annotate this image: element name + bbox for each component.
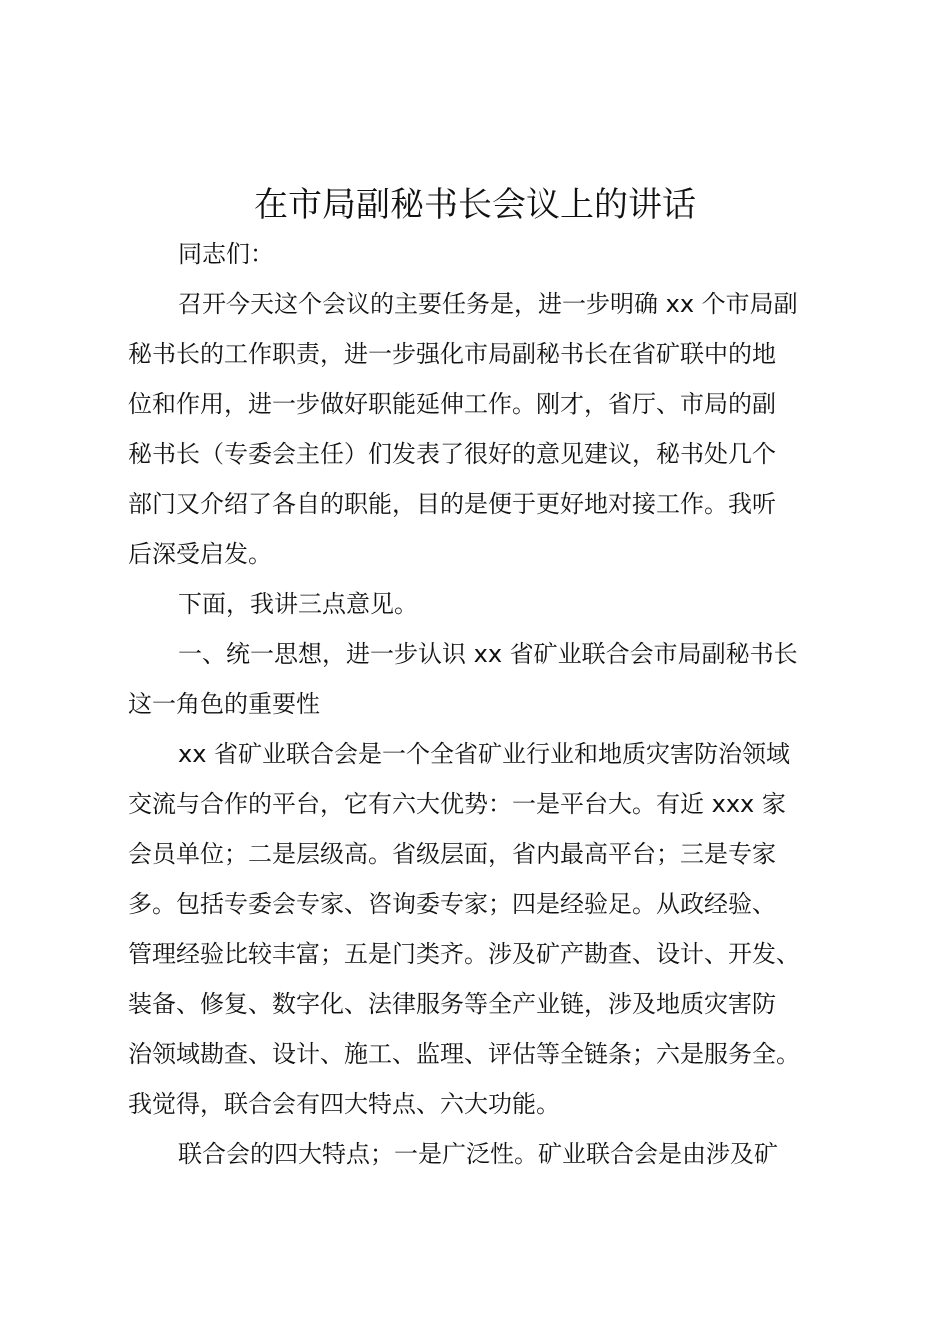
line-text: 我觉得，联合会有四大特点、六大功能。 (128, 1090, 560, 1118)
line-text: 这一角色的重要性 (128, 690, 320, 718)
line-text: 秘书长（专委会主任）们发表了很好的意见建议，秘书处几个 (128, 440, 776, 468)
line-text: xx 省矿业联合会是一个全省矿业行业和地质灾害防治领域 (178, 740, 791, 768)
line-text: 多。包括专委会专家、咨询委专家；四是经验足。从政经验、 (128, 890, 776, 918)
line-text: 联合会的四大特点；一是广泛性。矿业联合会是由涉及矿 (178, 1140, 778, 1168)
line-text: 交流与合作的平台，它有六大优势：一是平台大。有近 xxx 家 (128, 790, 786, 818)
line-text: 部门又介绍了各自的职能，目的是便于更好地对接工作。我听 (128, 490, 776, 518)
document-title: 在市局副秘书长会议上的讲话 (254, 185, 696, 225)
line-text: 后深受启发。 (128, 540, 272, 568)
line-text: 下面，我讲三点意见。 (178, 590, 418, 618)
line-text: 召开今天这个会议的主要任务是，进一步明确 xx 个市局副 (178, 290, 798, 318)
line-text: 同志们： (178, 240, 274, 268)
line-text: 治领域勘查、设计、施工、监理、评估等全链条；六是服务全。 (128, 1040, 800, 1068)
line-text: 会员单位；二是层级高。省级层面，省内最高平台；三是专家 (128, 840, 776, 868)
line-text: 管理经验比较丰富；五是门类齐。涉及矿产勘查、设计、开发、 (128, 940, 800, 968)
line-text: 装备、修复、数字化、法律服务等全产业链，涉及地质灾害防 (128, 990, 776, 1018)
line-text: 位和作用，进一步做好职能延伸工作。刚才，省厅、市局的副 (128, 390, 776, 418)
line-text: 一、统一思想，进一步认识 xx 省矿业联合会市局副秘书长 (178, 640, 798, 668)
line-text: 秘书长的工作职责，进一步强化市局副秘书长在省矿联中的地 (128, 340, 776, 368)
